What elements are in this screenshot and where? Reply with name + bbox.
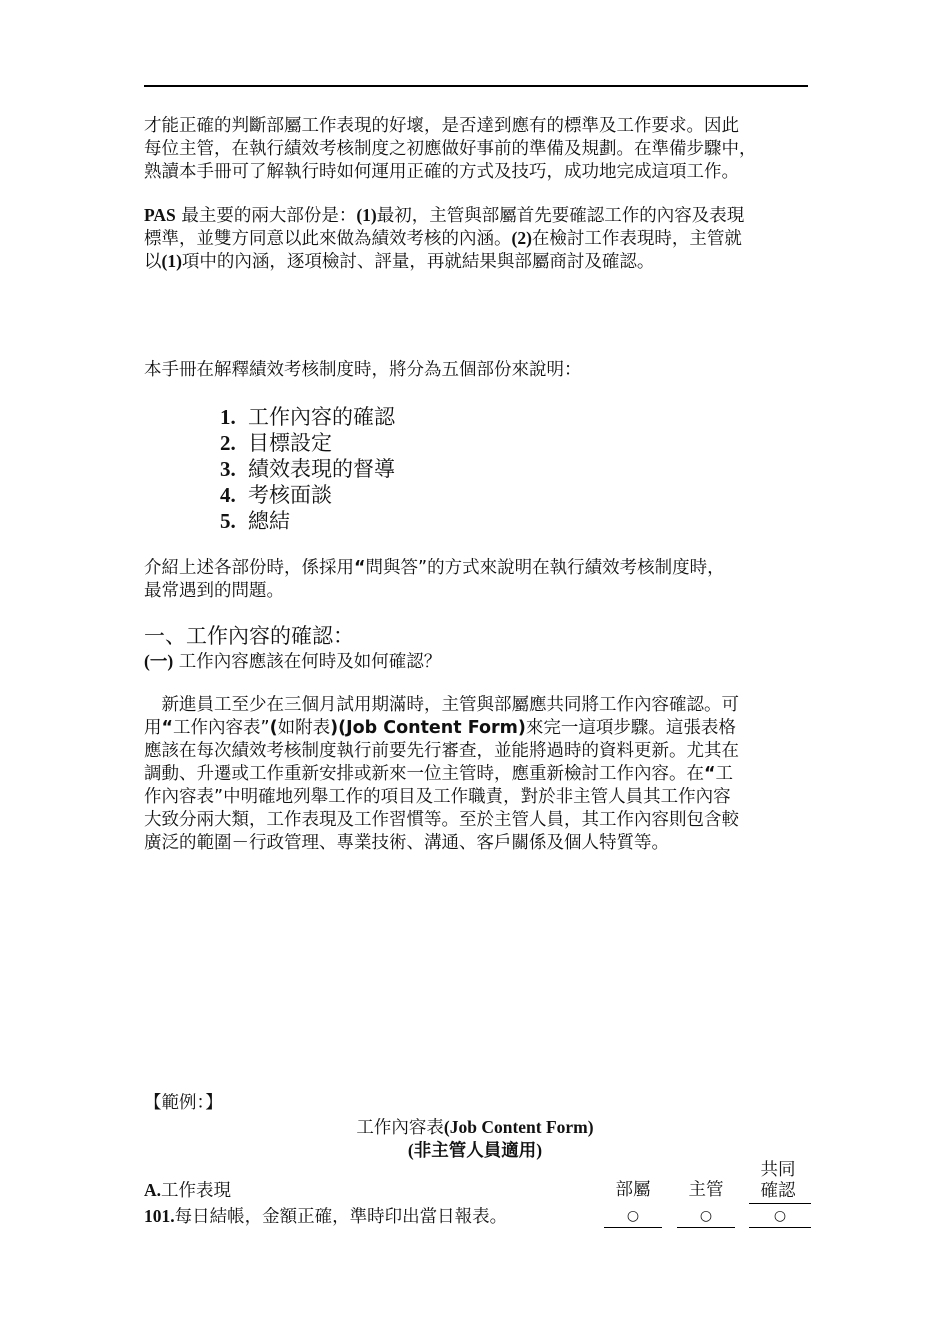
intro-line: 才能正確的判斷部屬工作表現的好壞，是否達到應有的標準及工作要求。因此: [144, 116, 739, 136]
list-label: 總結: [248, 509, 290, 533]
qa-quote: “: [354, 558, 366, 578]
underline-manager: [677, 1227, 735, 1228]
body-text: 調動、升遷或工作重新安排或新來一位主管時，應重新檢討工作內容。在: [144, 764, 704, 784]
qa-text: 的方式來說明在執行績效考核制度時，: [427, 558, 725, 578]
pas-num: (1): [356, 205, 377, 225]
list-item: [220, 508, 395, 534]
check-circle-manager[interactable]: ○: [699, 1208, 713, 1224]
qa-paragraph: [144, 557, 814, 603]
pas-paragraph: [144, 204, 814, 273]
pas-num: (1): [161, 251, 182, 271]
column-subordinate: 部屬: [615, 1180, 651, 1200]
qa-text: 介紹上述各部份時，係採用: [144, 558, 354, 578]
qa-line-1: [144, 557, 814, 580]
pas-text: 在檢討工作表現時，主管就: [531, 229, 742, 249]
parts-intro: [144, 359, 814, 382]
body-paragraph: [144, 694, 814, 855]
pas-abbr: PAS: [144, 205, 176, 225]
body-text: 中明確地列舉工作的項目及工作職責，對於非主管人員其工作內容: [223, 787, 731, 807]
column-joint: [749, 1160, 807, 1202]
pas-num: (2): [511, 228, 532, 248]
list-label: 績效表現的督導: [248, 457, 395, 481]
example-label-text: 【範例：】: [144, 1093, 223, 1113]
list-item: [220, 482, 395, 508]
list-number: 2.: [220, 431, 236, 455]
section-question: [144, 650, 814, 673]
question-number: (一): [144, 651, 174, 671]
pas-text: 標準，並雙方同意以此來做為績效考核的內涵。: [144, 229, 512, 249]
pas-line-3: [144, 250, 814, 273]
column-manager: 主管: [688, 1180, 724, 1200]
check-circle-joint[interactable]: ○: [773, 1208, 787, 1224]
example-label: [144, 1092, 814, 1115]
intro-paragraph: [144, 115, 814, 184]
form-sub-paren: (: [407, 1140, 414, 1160]
intro-line: 熟讀本手冊可了解執行時如何運用正確的方式及技巧，成功地完成這項工作。: [144, 162, 739, 182]
body-quote: “: [704, 764, 716, 784]
qa-text: 問與答: [365, 558, 419, 578]
body-text: 來完一這項步驟。這張表格: [525, 718, 736, 738]
body-line: [144, 717, 814, 740]
body-line: [144, 786, 814, 809]
form-sub-text: 非主管人員適用: [413, 1141, 537, 1161]
body-text: 工作內容表: [173, 718, 261, 738]
list-label: 工作內容的確認: [248, 405, 395, 429]
body-line: 新進員工至少在三個月試用期滿時，主管與部屬應共同將工作內容確認。可: [144, 695, 739, 715]
column-joint-line-1: 共同: [760, 1160, 796, 1180]
qa-line-2: 最常遇到的問題。: [144, 581, 284, 601]
parts-intro-text: 本手冊在解釋績效考核制度時，將分為五個部份來說明：: [144, 360, 582, 380]
parts-list: [220, 404, 395, 534]
body-text: 作內容表: [144, 787, 214, 807]
pas-text: 最初，主管與部屬首先要確認工作的內容及表現: [376, 206, 745, 226]
list-number: 5.: [220, 509, 236, 533]
body-quote: ”: [260, 718, 270, 738]
body-line: 廣泛的範圍－行政管理、專業技術、溝通、客戶關係及個人特質等。: [144, 833, 669, 853]
list-label: 目標設定: [248, 431, 332, 455]
list-number: 1.: [220, 405, 236, 429]
form-title: [0, 1116, 950, 1140]
pas-line-1: [144, 204, 814, 227]
pas-text: 以: [144, 252, 162, 272]
section-a-prefix: A.: [144, 1180, 162, 1200]
body-quote: “: [161, 718, 174, 738]
list-item: [220, 456, 395, 482]
column-joint-underline: [749, 1203, 811, 1204]
question-text: 工作內容應該在何時及如何確認？: [173, 652, 442, 672]
list-number: 3.: [220, 457, 236, 481]
pas-text: 項中的內涵，逐項檢討、評量，再就結果與部屬商討及確認。: [181, 252, 655, 272]
body-paren: (: [269, 718, 278, 738]
form-title-zh: 工作內容表: [356, 1118, 444, 1138]
section-heading: 一、工作內容的確認：: [144, 624, 354, 648]
body-line: 大致分兩大類，工作表現及工作習慣等。至於主管人員，其工作內容則包含較: [144, 810, 739, 830]
body-english: )(Job Content Form): [330, 718, 526, 738]
body-text: 如附表: [277, 718, 331, 738]
body-quote: ”: [214, 787, 224, 807]
column-joint-line-2: 確認: [760, 1181, 796, 1201]
list-label: 考核面談: [248, 483, 332, 507]
section-a-label: 工作表現: [161, 1181, 232, 1201]
check-circle-subordinate[interactable]: ○: [626, 1208, 640, 1224]
pas-text: 最主要的兩大部份是：: [175, 206, 357, 226]
underline-joint: [749, 1227, 811, 1228]
pas-line-2: [144, 227, 814, 250]
section-question-line: [144, 650, 814, 673]
body-line: [144, 763, 814, 786]
list-number: 4.: [220, 483, 236, 507]
body-text: 工: [715, 764, 734, 784]
form-sub-paren: ): [536, 1140, 543, 1160]
body-text: 用: [144, 718, 162, 738]
form-subtitle: [0, 1139, 950, 1163]
item-text: 每日結帳，金額正確，準時印出當日報表。: [174, 1207, 508, 1227]
body-line: 應該在每次績效考核制度執行前要先行審查，並能將過時的資料更新。尤其在: [144, 741, 739, 761]
form-title-en: (Job Content Form): [443, 1117, 594, 1137]
list-item: [220, 430, 395, 456]
item-number: 101.: [144, 1206, 175, 1226]
list-item: [220, 404, 395, 430]
qa-quote: ”: [418, 558, 428, 578]
header-rule: [144, 85, 808, 87]
intro-line: 每位主管，在執行績效考核制度之初應做好事前的準備及規劃。在準備步驟中，: [144, 139, 757, 159]
underline-subordinate: [604, 1227, 662, 1228]
